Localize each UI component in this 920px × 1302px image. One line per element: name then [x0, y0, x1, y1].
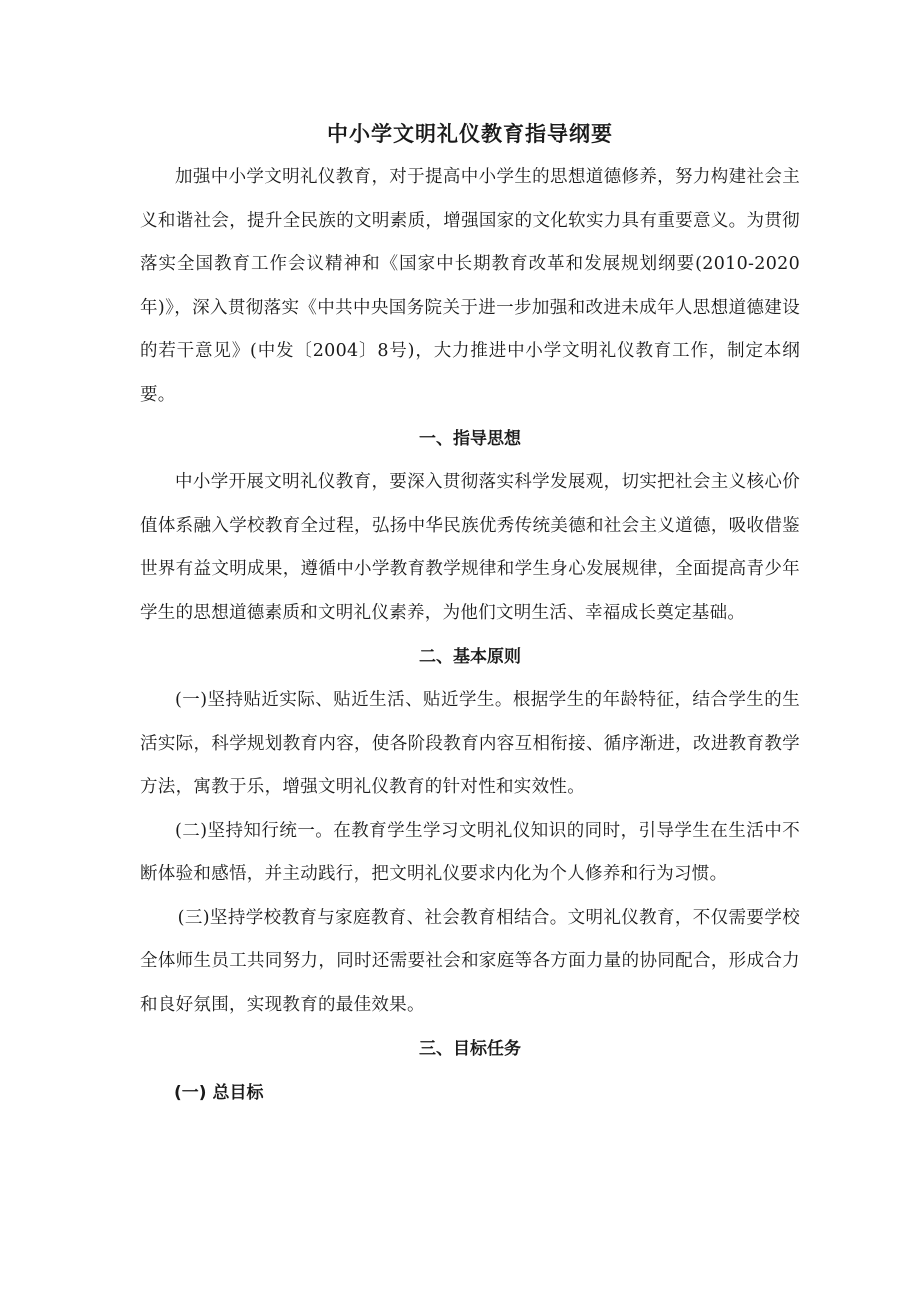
- document-title: 中小学文明礼仪教育指导纲要: [327, 122, 613, 146]
- principle-paragraph-3: (三)坚持学校教育与家庭教育、社会教育相结合。文明礼仪教育，不仅需要学校全体师生员工共同努力，同时还需要社会和家庭等各方面力量的协同配合，形成合力和良好氛围，实现教育的最佳效果。: [140, 907, 800, 1015]
- intro-paragraph: 加强中小学文明礼仪教育，对于提高中小学生的思想道德修养，努力构建社会主义和谐社会，提升全民族的文明素质，增强国家的文化软实力具有重要意义。为贯彻落实全国教育工作会议精神和《国家中长期教育改革和发展规划纲要(2010-2020年)》，深入贯彻落实《中共中央国务院关于进一步加强和改进未成年人思想道德建设的若干意见》(中发〔2004〕8号)，大力推进中小学文明礼仪教育工作，制定本纲要。: [140, 167, 800, 405]
- principle-paragraph-2: (二)坚持知行统一。在教育学生学习文明礼仪知识的同时，引导学生在生活中不断体验和感悟，并主动践行，把文明礼仪要求内化为个人修养和行为习惯。: [140, 820, 800, 884]
- section-heading-goals-tasks: 三、目标任务: [419, 1039, 521, 1059]
- section-heading-basic-principles: 二、基本原则: [419, 647, 521, 667]
- subheading-overall-goal: (一) 总目标: [174, 1083, 264, 1103]
- guiding-ideology-paragraph: 中小学开展文明礼仪教育，要深入贯彻落实科学发展观，切实把社会主义核心价值体系融入学校教育全过程，弘扬中华民族优秀传统美德和社会主义道德，吸收借鉴世界有益文明成果，遵循中小学教育教学规律和学生身心发展规律，全面提高青少年学生的思想道德素质和文明礼仪素养，为他们文明生活、幸福成长奠定基础。: [140, 472, 800, 623]
- document-page: [140, 112, 800, 1115]
- section-heading-guiding-ideology: 一、指导思想: [419, 429, 521, 449]
- principle-paragraph-1: (一)坚持贴近实际、贴近生活、贴近学生。根据学生的年龄特征，结合学生的生活实际，科学规划教育内容，使各阶段教育内容互相衔接、循序渐进，改进教育教学方法，寓教于乐，增强文明礼仪教育的针对性和实效性。: [140, 690, 800, 797]
